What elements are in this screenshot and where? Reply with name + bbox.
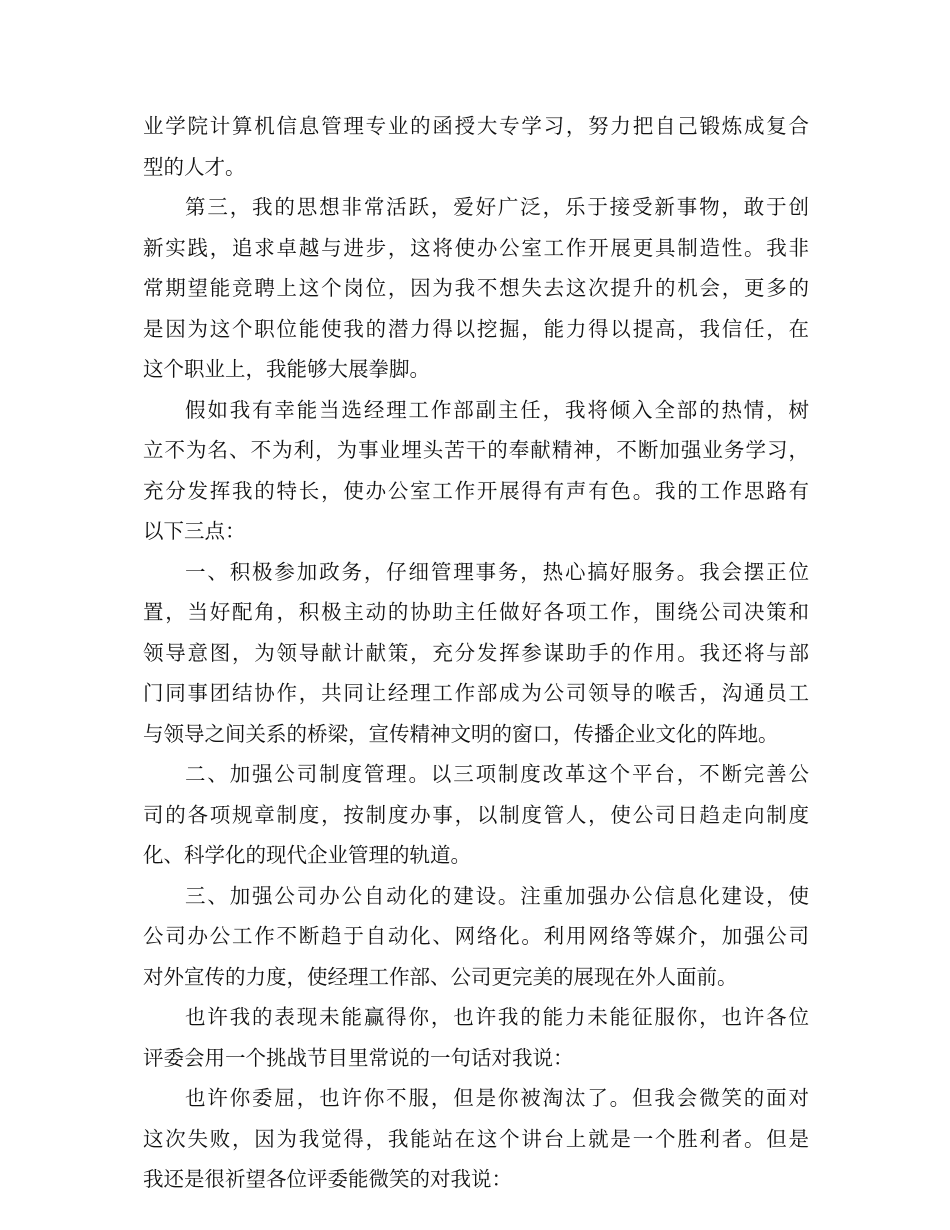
paragraph-line: 是因为这个职位能使我的潜力得以挖掘，能力得以提高，我信任，在 — [143, 316, 809, 341]
paragraph-line: 与领导之间关系的桥梁，宣传精神文明的窗口，传播企业文化的阵地。 — [143, 721, 779, 746]
paragraph-line: 三、加强公司办公自动化的建设。注重加强办公信息化建设，使 — [185, 883, 809, 908]
paragraph-line: 公司办公工作不断趋于自动化、网络化。利用网络等媒介，加强公司 — [143, 924, 809, 948]
paragraph-line: 这个职业上，我能够大展拳脚。 — [143, 357, 430, 381]
paragraph-line: 领导意图，为领导献计献策，充分发挥参谋助手的作用。我还将与部 — [143, 640, 809, 665]
paragraph-line: 以下三点： — [143, 519, 246, 543]
paragraph-line: 门同事团结协作，共同让经理工作部成为公司领导的喉舌，沟通员工 — [143, 681, 809, 705]
paragraph-line: 二、加强公司制度管理。以三项制度改革这个平台，不断完善公 — [185, 762, 809, 786]
paragraph-line: 型的人才。 — [143, 154, 246, 179]
paragraph-line: 我还是很祈望各位评委能微笑的对我说： — [143, 1167, 512, 1191]
paragraph-line: 置，当好配角，积极主动的协助主任做好各项工作，围绕公司决策和 — [143, 600, 809, 624]
paragraph-line: 业学院计算机信息管理专业的函授大专学习，努力把自己锻炼成复合 — [143, 114, 809, 138]
paragraph-line: 也许你委屈，也许你不服，但是你被淘汰了。但我会微笑的面对 — [185, 1086, 809, 1110]
paragraph-line: 常期望能竞聘上这个岗位，因为我不想失去这次提升的机会，更多的 — [143, 276, 809, 300]
paragraph-line: 新实践，追求卓越与进步，这将使办公室工作开展更具制造性。我非 — [143, 235, 809, 260]
paragraph-line: 对外宣传的力度，使经理工作部、公司更完美的展现在外人面前。 — [143, 964, 738, 989]
paragraph-line: 一、积极参加政务，仔细管理事务，热心搞好服务。我会摆正位 — [185, 559, 809, 584]
paragraph-line: 立不为名、不为利，为事业埋头苦干的奉献精神，不断加强业务学习， — [143, 438, 809, 462]
paragraph-line: 这次失败，因为我觉得，我能站在这个讲台上就是一个胜利者。但是 — [143, 1126, 809, 1151]
paragraph-line: 司的各项规章制度，按制度办事，以制度管人，使公司日趋走向制度 — [143, 802, 809, 827]
document-body — [143, 106, 809, 1200]
paragraph-line: 评委会用一个挑战节目里常说的一句话对我说： — [143, 1045, 574, 1070]
paragraph-line: 第三，我的思想非常活跃，爱好广泛，乐于接受新事物，敢于创 — [185, 195, 809, 219]
paragraph-line: 也许我的表现未能赢得你，也许我的能力未能征服你，也许各位 — [185, 1005, 809, 1029]
paragraph-line: 假如我有幸能当选经理工作部副主任，我将倾入全部的热情，树 — [185, 397, 809, 422]
paragraph-line: 化、科学化的现代企业管理的轨道。 — [143, 843, 471, 867]
paragraph-line: 充分发挥我的特长，使办公室工作开展得有声有色。我的工作思路有 — [143, 478, 809, 503]
